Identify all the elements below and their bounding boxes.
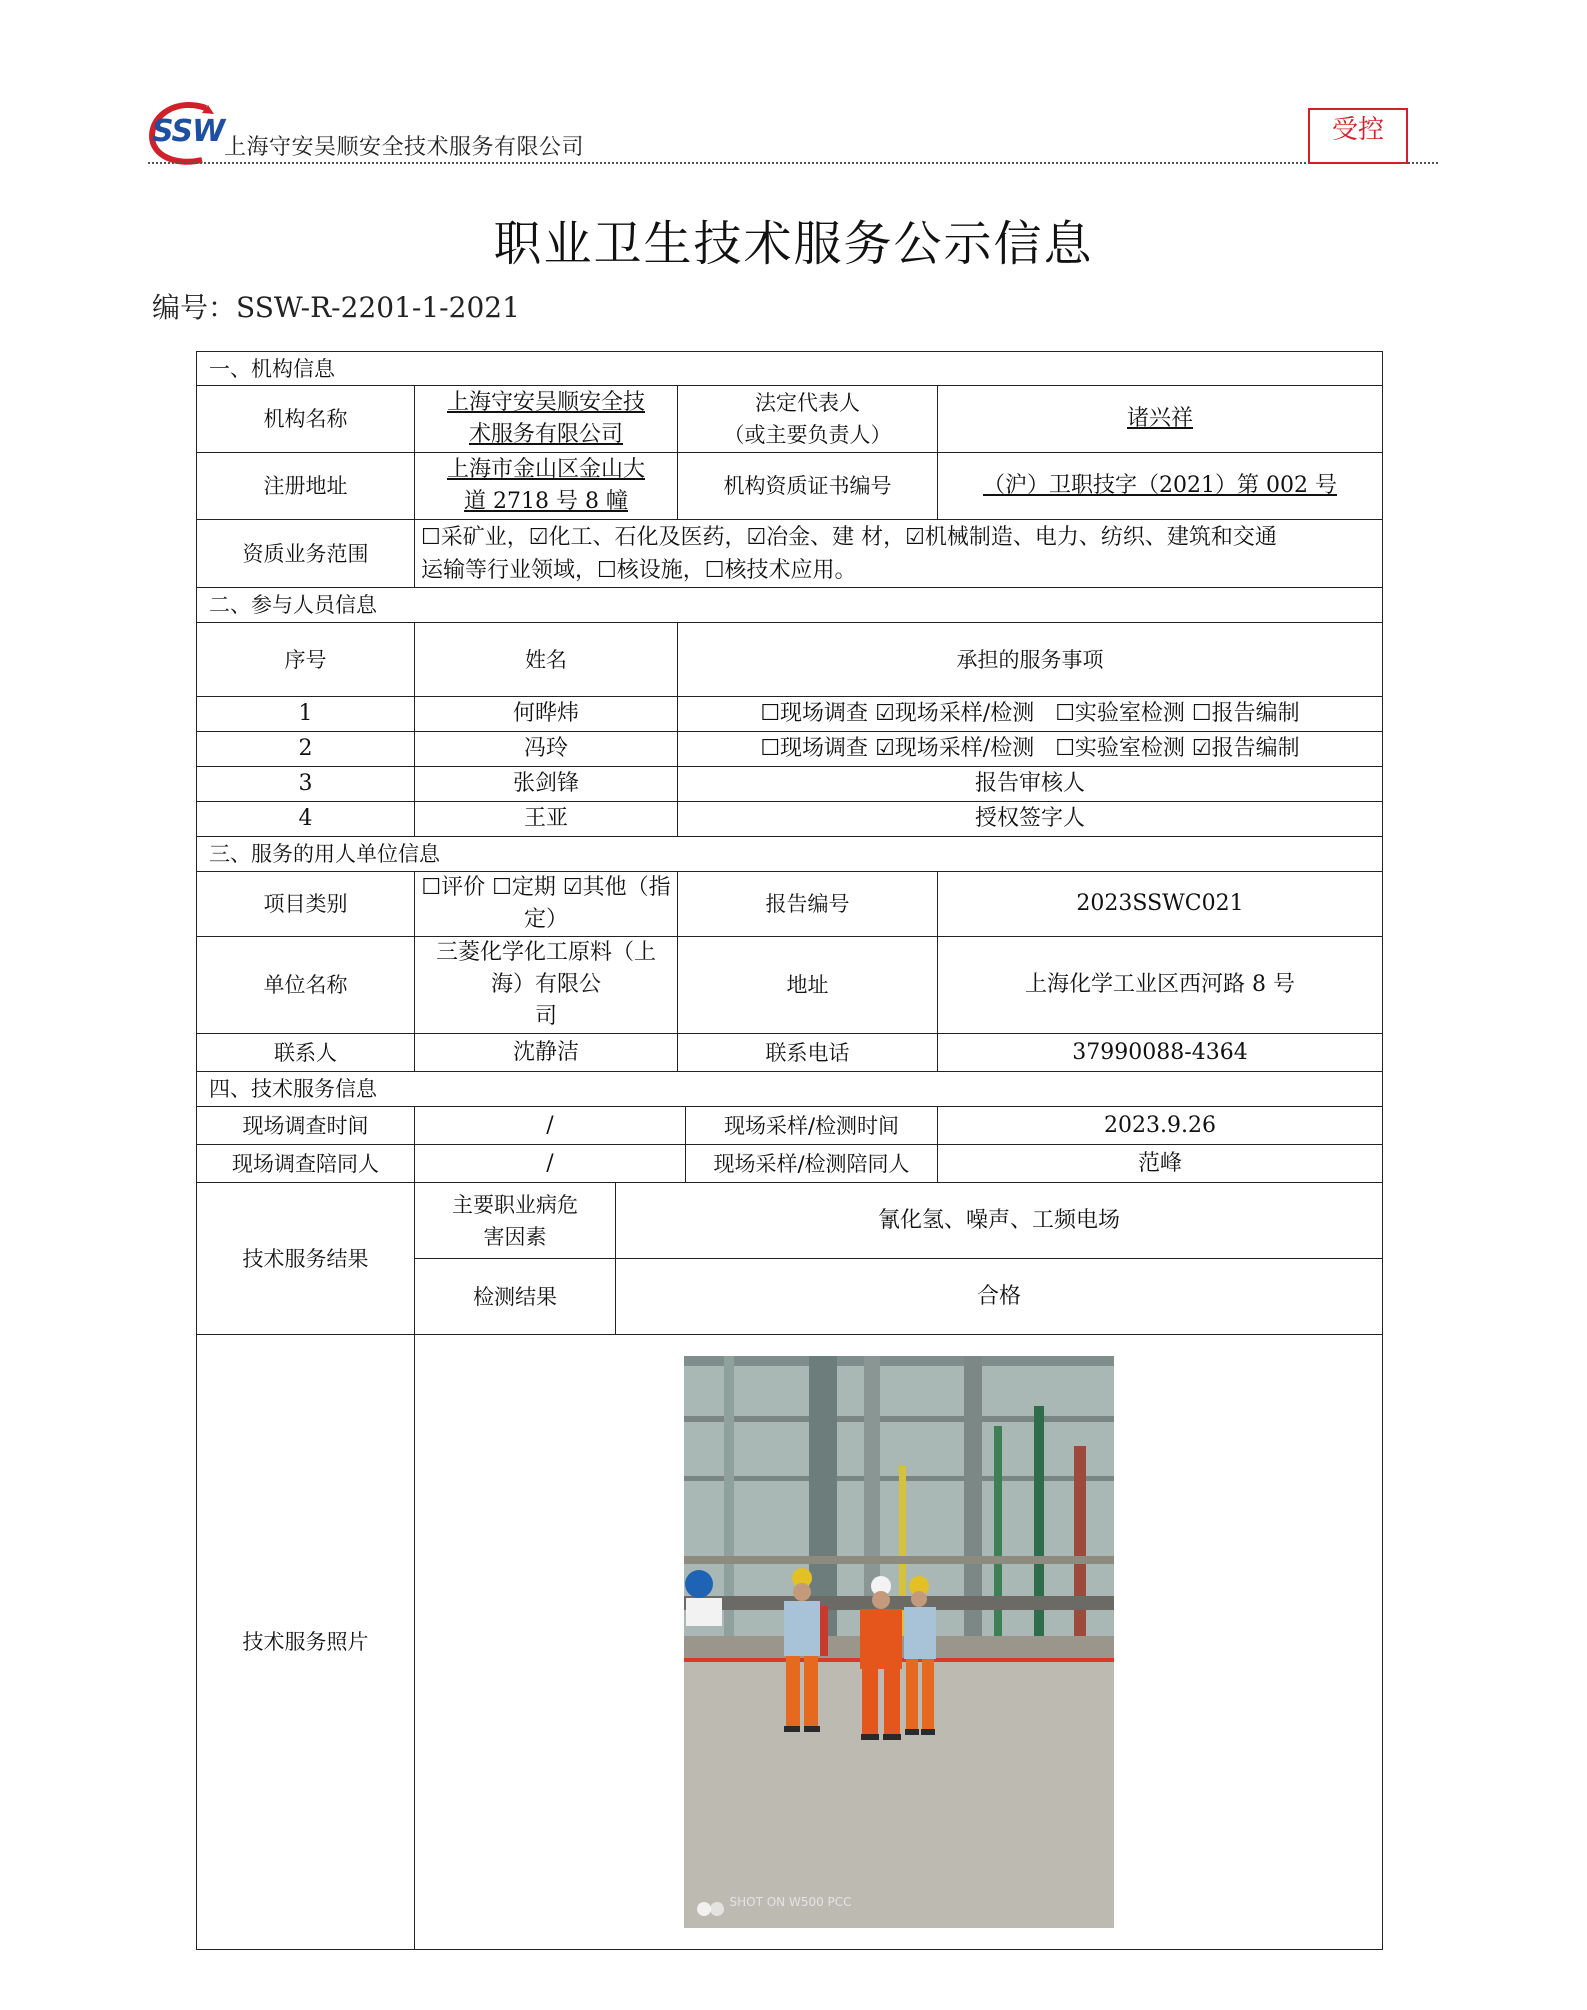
- hazard-label-line1: 主要职业病危: [452, 1192, 578, 1217]
- staff-name: 冯玲: [415, 732, 678, 767]
- legal-rep-value: 诸兴祥: [1126, 406, 1193, 431]
- site-photo-illustration: [684, 1356, 1114, 1928]
- unit-name-label: 单位名称: [197, 937, 415, 1034]
- section-org-heading: 一、机构信息: [197, 352, 1383, 386]
- staff-duty: 报告审核人: [678, 767, 1383, 802]
- company-name: 上海守安吴顺安全技术服务有限公司: [224, 135, 585, 160]
- report-no-label: 报告编号: [678, 872, 938, 937]
- phone-value: 37990088-4364: [938, 1034, 1383, 1072]
- unit-name-line2: 司: [534, 1004, 557, 1029]
- detect-label: 检测结果: [415, 1259, 616, 1335]
- unit-name-cell: [415, 937, 678, 1034]
- scope-cell: [415, 520, 1383, 588]
- staff-duties: [678, 732, 1383, 767]
- unit-name-line1: 三菱化学化工原料（上海）有限公: [435, 940, 656, 997]
- page-title: 职业卫生技术服务公示信息: [493, 216, 1094, 272]
- photo-cell: [415, 1335, 1383, 1950]
- serial-label: 编号：: [152, 291, 237, 324]
- page-header: [148, 96, 1438, 166]
- scope-line2: 运输等行业领域，☐核设施，☐核技术应用。: [421, 557, 857, 583]
- col-name-header: 姓名: [415, 623, 678, 697]
- org-name-line2: 术服务有限公司: [468, 422, 623, 447]
- sampling-time-value: 2023.9.26: [938, 1107, 1383, 1145]
- staff-row: [197, 802, 1383, 837]
- sampling-escort-label: 现场采样/检测陪同人: [686, 1145, 938, 1183]
- staff-duty: 授权签字人: [678, 802, 1383, 837]
- org-name-label: 机构名称: [197, 386, 415, 453]
- staff-name: 张剑锋: [415, 767, 678, 802]
- photo-label: 技术服务照片: [197, 1335, 415, 1950]
- staff-name: 王亚: [415, 802, 678, 837]
- sampling-escort-value: 范峰: [938, 1145, 1383, 1183]
- staff-row: [197, 732, 1383, 767]
- serial-number: [152, 286, 520, 326]
- duty-lab: ☐实验室检测: [1055, 701, 1185, 726]
- result-label: 技术服务结果: [197, 1183, 415, 1335]
- duty-site-survey: ☐现场调查: [760, 736, 869, 761]
- photo-watermark: SHOT ON W500 PCC: [729, 1895, 852, 1909]
- section-staff-heading: 二、参与人员信息: [197, 588, 1383, 623]
- info-table: [196, 351, 1383, 1950]
- hazard-label: [415, 1183, 616, 1259]
- staff-row: [197, 697, 1383, 732]
- address-line2: 道 2718 号 8 幢: [464, 489, 628, 514]
- duty-lab: ☐实验室检测: [1055, 736, 1185, 761]
- staff-no: 2: [197, 732, 415, 767]
- staff-duties: [678, 697, 1383, 732]
- legal-rep-label-line1: 法定代表人: [755, 391, 860, 415]
- staff-no: 4: [197, 802, 415, 837]
- org-name-line1: 上海守安吴顺安全技: [446, 390, 645, 415]
- address-label: 注册地址: [197, 453, 415, 520]
- section-employer-heading: 三、服务的用人单位信息: [197, 837, 1383, 872]
- section-service-heading: 四、技术服务信息: [197, 1072, 1383, 1107]
- address-line1: 上海市金山区金山大: [446, 457, 645, 482]
- duty-sampling: ☑现场采样/检测: [875, 736, 1035, 761]
- staff-no: 1: [197, 697, 415, 732]
- staff-name: 何晔炜: [415, 697, 678, 732]
- legal-rep-cell: [938, 386, 1383, 453]
- scope-label: 资质业务范围: [197, 520, 415, 588]
- sampling-time-label: 现场采样/检测时间: [686, 1107, 938, 1145]
- info-form: [196, 351, 1382, 1950]
- legal-rep-label: [678, 386, 938, 453]
- duty-sampling: ☑现场采样/检测: [875, 701, 1035, 726]
- col-duty-header: 承担的服务事项: [678, 623, 1383, 697]
- hazard-value: 氰化氢、噪声、工频电场: [616, 1183, 1383, 1259]
- logo-text: SSW: [152, 114, 225, 149]
- scope-line1: ☐采矿业，☑化工、石化及医药，☑冶金、建 材，☑机械制造、电力、纺织、建筑和交通: [421, 524, 1277, 550]
- report-no-value: 2023SSWC021: [938, 872, 1383, 937]
- project-type-label: 项目类别: [197, 872, 415, 937]
- org-name-cell: [415, 386, 678, 453]
- staff-row: [197, 767, 1383, 802]
- cert-number: （沪）卫职技字（2021）第 002 号: [983, 473, 1337, 498]
- legal-rep-label-line2: （或主要负责人）: [723, 423, 892, 447]
- duty-report: ☑报告编制: [1191, 736, 1300, 761]
- survey-time-value: /: [415, 1107, 686, 1145]
- cert-label: 机构资质证书编号: [678, 453, 938, 520]
- unit-address-label: 地址: [678, 937, 938, 1034]
- cert-cell: [938, 453, 1383, 520]
- col-no-header: 序号: [197, 623, 415, 697]
- unit-address-value: 上海化学工业区西河路 8 号: [938, 937, 1383, 1034]
- duty-report: ☐报告编制: [1191, 701, 1300, 726]
- serial-value: SSW-R-2201-1-2021: [236, 291, 520, 324]
- service-photo: [684, 1356, 1114, 1928]
- contact-value: 沈静洁: [415, 1034, 678, 1072]
- header-divider: [148, 162, 1438, 164]
- address-cell: [415, 453, 678, 520]
- hazard-label-line2: 害因素: [483, 1224, 547, 1249]
- staff-no: 3: [197, 767, 415, 802]
- contact-label: 联系人: [197, 1034, 415, 1072]
- phone-label: 联系电话: [678, 1034, 938, 1072]
- controlled-stamp: 受控: [1308, 108, 1408, 164]
- detect-value: 合格: [616, 1259, 1383, 1335]
- duty-site-survey: ☐现场调查: [760, 701, 869, 726]
- project-type-value: ☐评价 ☐定期 ☑其他（指定）: [415, 872, 678, 937]
- survey-escort-value: /: [415, 1145, 686, 1183]
- survey-escort-label: 现场调查陪同人: [197, 1145, 415, 1183]
- survey-time-label: 现场调查时间: [197, 1107, 415, 1145]
